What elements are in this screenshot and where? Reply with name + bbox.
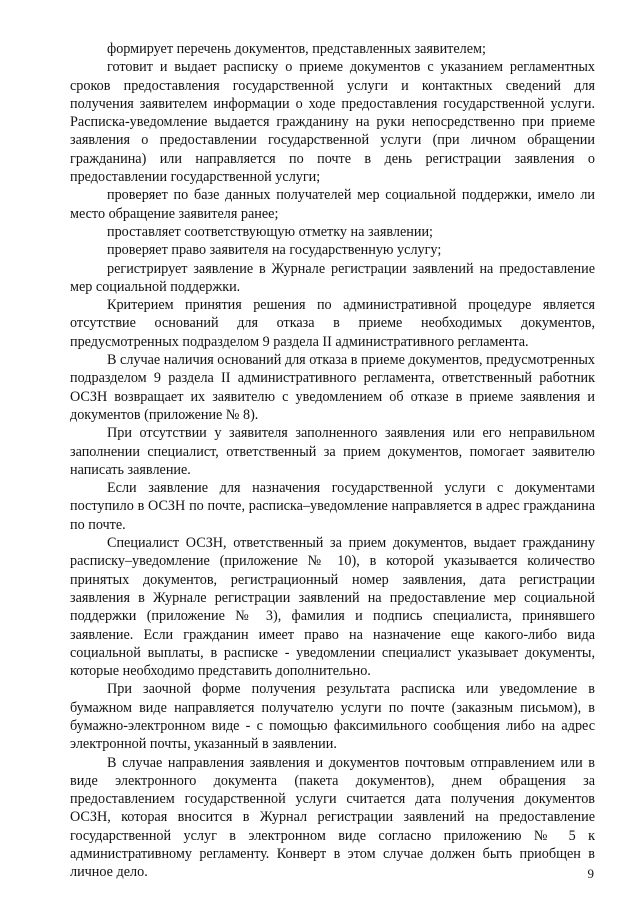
paragraph-5: проверяет право заявителя на государственную услугу; <box>107 242 442 259</box>
paragraph-4: проставляет соответствующую отметку на заявлении; <box>107 223 433 240</box>
paragraph-3: проверяет по базе данных получателей мер социальной поддержки, имело ли место обращение заявителя ранее; <box>70 187 595 222</box>
paragraph-7: Критерием принятия решения по административной процедуре является отсутствие оснований для отказа в приеме необходимых документов, предусмотренных подразделом 9 раздела II административного регламента. <box>70 297 595 350</box>
paragraph-13: В случае направления заявления и документов почтовым отправлением или в виде электронного документа (пакета документов), днем обращения за предоставлением государственной услуги считается дата получения документов ОСЗН, которая вносится в Журнал регистрации заявлений на предоставление государственной услуг в электронном виде согласно приложению № 5 к административному регламенту. Конверт в этом случае должен быть приобщен в личное дело. <box>70 754 595 881</box>
paragraph-2: готовит и выдает расписку о приеме документов с указанием регламентных сроков предоставления государственной услуги и контактных сведений для получения заявителем информации о ходе предоставления государственной услуги. Расписка-уведомление выдается гражданину на руки непосредственно при приеме заявления о предоставлении государственной услуги (при личном обращении гражданина) или направляется по почте в день регистрации заявления о предоставлении государственной услуги; <box>70 59 595 186</box>
paragraph-11: Специалист ОСЗН, ответственный за прием документов, выдает гражданину расписку–уведомление (приложение № 10), в которой указывается количество принятых документов, регистрационный номер заявления, дата регистрации заявления в Журнале регистрации заявлений на предоставление мер социальной поддержки (приложение № 3), фамилия и подпись специалиста, принявшего заявление. Если гражданин имеет право на назначение еще какого-либо вида социальной выплаты, в расписке - уведомлении специалист указывает документы, которые необходимо представить дополнительно. <box>70 535 595 680</box>
paragraph-8: В случае наличия оснований для отказа в приеме документов, предусмотренных подразделом 9 раздела II административного регламента, ответственный работник ОСЗН возвращает их заявителю с уведомлением об отказе в приеме заявления и документов (приложение № 8). <box>70 352 595 423</box>
page-number: 9 <box>587 866 594 881</box>
paragraph-6: регистрирует заявление в Журнале регистрации заявлений на предоставление мер социальной поддержки. <box>70 260 595 295</box>
document-page <box>70 40 595 882</box>
paragraph-1: формирует перечень документов, представленных заявителем; <box>107 41 486 57</box>
paragraph-12: При заочной форме получения результата расписка или уведомление в бумажном виде направляется получателю услуги по почте (заказным письмом), в бумажно-электронном виде - с помощью факсимильного сообщения либо на адрес электронной почты, указанный в заявлении. <box>70 681 595 753</box>
paragraph-10: Если заявление для назначения государственной услуги с документами поступило в ОСЗН по почте, расписка–уведомление направляется в адрес гражданина по почте. <box>70 480 595 533</box>
paragraph-9: При отсутствии у заявителя заполненного заявления или его неправильном заполнении специалист, ответственный за прием документов, помогает заявителю написать заявление. <box>70 425 595 478</box>
